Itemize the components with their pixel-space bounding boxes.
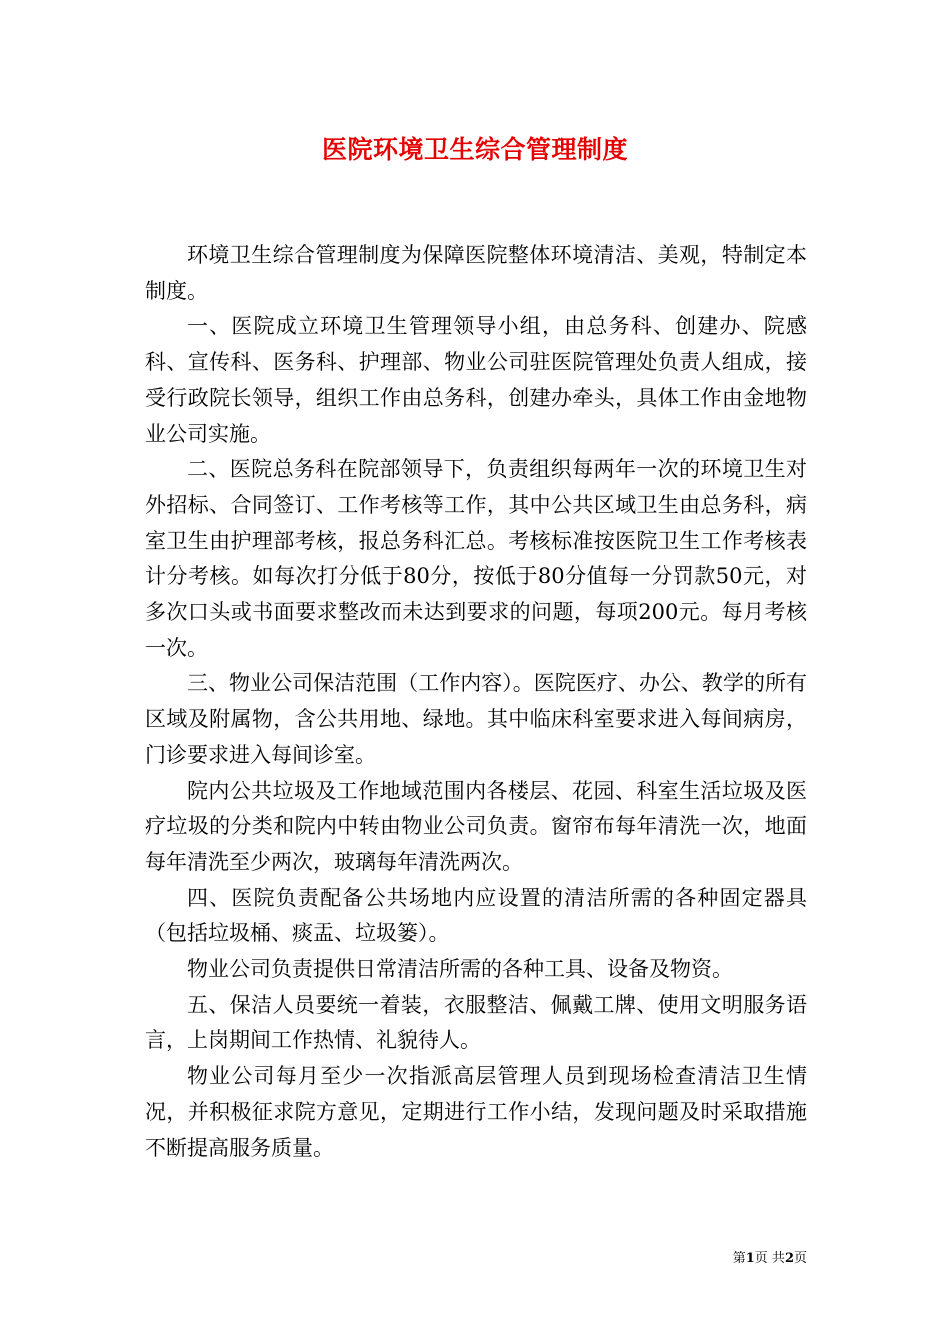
paragraph-intro: 环境卫生综合管理制度为保障医院整体环境清洁、美观，特制定本制度。 xyxy=(145,243,807,303)
paragraph-section-5-inspection: 物业公司每月至少一次指派高层管理人员到现场检查清洁卫生情况，并积极征求院方意见，定期进行工作小结，发现问题及时采取措施不断提高服务质量。 xyxy=(145,1064,807,1160)
footer-current-page: 1 xyxy=(745,1251,755,1266)
paragraph-section-4-supplies: 物业公司负责提供日常清洁所需的各种工具、设备及物资。 xyxy=(187,957,733,982)
paragraph-section-2: 二、医院总务科在院部领导下，负责组织每两年一次的环境卫生对外招标、合同签订、工作考核等工作，其中公共区域卫生由总务科，病室卫生由护理部考核，报总务科汇总。考核标准按医院卫生工作考核表计分考核。如每次打分低于80分，按低于80分值每一分罚款50元，对多次口头或书面要求整改而未达到要求的问题，每项200元。每月考核一次。 xyxy=(145,457,807,660)
paragraph-section-3-garbage: 院内公共垃圾及工作地域范围内各楼层、花园、科室生活垃圾及医疗垃圾的分类和院内中转由物业公司负责。窗帘布每年清洗一次，地面每年清洗至少两次，玻璃每年清洗两次。 xyxy=(145,778,807,874)
paragraph-section-4: 四、医院负责配备公共场地内应设置的清洁所需的各种固定器具（包括垃圾桶、痰盂、垃圾篓）。 xyxy=(145,885,807,946)
paragraph-section-1: 一、医院成立环境卫生管理领导小组，由总务科、创建办、院感科、宣传科、医务科、护理部、物业公司驻医院管理处负责人组成，接受行政院长领导，组织工作由总务科，创建办牵头，具体工作由金地物业公司实施。 xyxy=(145,314,807,446)
footer-total-pages: 2 xyxy=(784,1251,794,1266)
paragraph-section-5: 五、保洁人员要统一着装，衣服整洁、佩戴工牌、使用文明服务语言，上岗期间工作热情、礼貌待人。 xyxy=(145,992,807,1053)
document-title: 医院环境卫生综合管理制度 xyxy=(321,135,628,164)
footer-prefix: 第 xyxy=(732,1251,746,1266)
paragraph-section-3: 三、物业公司保洁范围（工作内容）。医院医疗、办公、教学的所有区域及附属物，含公共用地、绿地。其中临床科室要求进入每间病房，门诊要求进入每间诊室。 xyxy=(145,671,807,767)
footer-middle: 页 共 xyxy=(754,1251,785,1266)
document-body xyxy=(145,238,807,1166)
footer-suffix: 页 xyxy=(793,1251,807,1266)
page-number-footer xyxy=(733,1250,807,1268)
